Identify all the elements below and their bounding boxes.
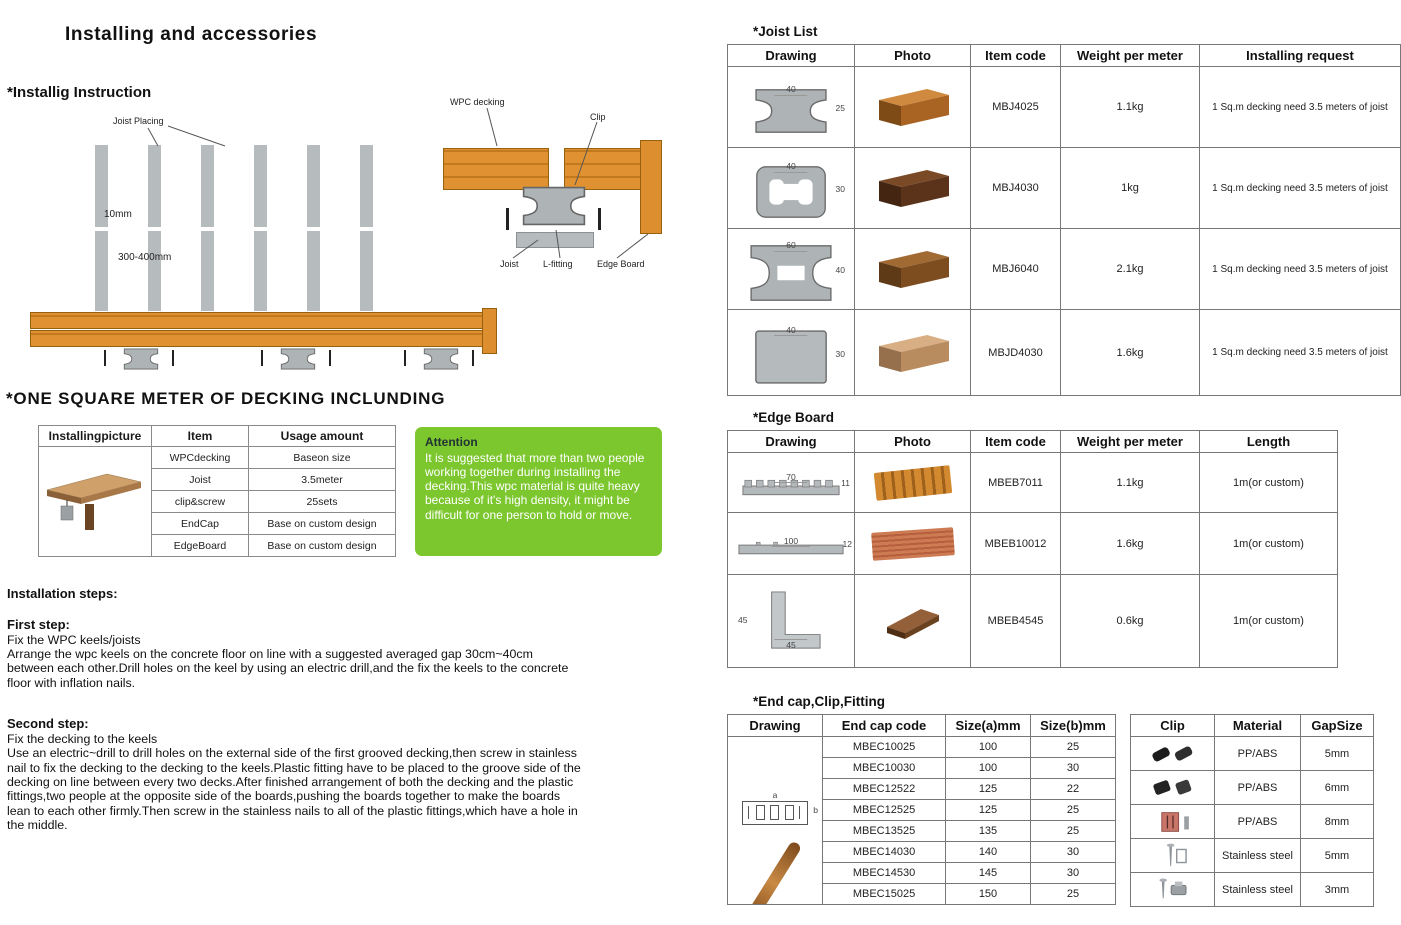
table-header-row	[728, 45, 1401, 67]
gap-300-400mm-label: 300-400mm	[118, 252, 172, 263]
dimension-height-label: 40	[835, 265, 845, 276]
table-row	[728, 148, 1401, 229]
size-b-cell: 30	[1031, 842, 1116, 863]
gapsize-cell: 5mm	[1301, 737, 1374, 771]
dimension-height-label: 45	[738, 615, 748, 626]
end-cap-code-cell: MBEC13525	[823, 821, 946, 842]
size-a-cell: 125	[946, 779, 1031, 800]
stainless-clip-photo	[1145, 842, 1201, 870]
joist-profile-drawing	[754, 329, 828, 385]
size-b-header: Size(b)mm	[1031, 715, 1116, 737]
edge-board-heading: *Edge Board	[753, 410, 835, 425]
deck-assembly-picture	[41, 464, 149, 536]
end-cap-code-cell: MBEC10025	[823, 737, 946, 758]
dimension-width-label: 40	[774, 85, 807, 96]
weight-cell: 1kg	[1061, 148, 1200, 229]
item-code-cell: MBEB4545	[971, 575, 1061, 668]
material-cell: PP/ABS	[1215, 771, 1301, 805]
second-step-body: Use an electric~drill to drill holes on the external side of the first grooved decking,then screw in stainless nail to fix the decking to the decking to the keels.Plastic fitting have to be placed to the groove side of the decking on line between every two decks.After finished arrangement of both the decking and the plastic fittings,two people at the opposite side of the boards,pushing the boards together to make the boards lean to each other firmly.Then screw in the stainless nails to all of the plastic fittings,which have a hole in the middle.	[7, 746, 581, 833]
size-a-cell: 140	[946, 842, 1031, 863]
dimension-height-label: 11	[841, 477, 850, 488]
end-cap-code-cell: MBEC15025	[823, 884, 946, 905]
gap-10mm-label: 10mm	[104, 209, 132, 220]
installing-request-cell: 1 Sq.m decking need 3.5 meters of joist	[1200, 229, 1401, 310]
weight-cell: 2.1kg	[1061, 229, 1200, 310]
photo-header: Photo	[855, 45, 971, 67]
end-cap-code-cell: MBEC14030	[823, 842, 946, 863]
clip-photo-cell	[1131, 737, 1215, 771]
installing-request-cell: 1 Sq.m decking need 3.5 meters of joist	[1200, 148, 1401, 229]
photo-cell	[855, 310, 971, 396]
gapsize-cell: 6mm	[1301, 771, 1374, 805]
page-title: Installing and accessories	[65, 24, 318, 45]
size-a-cell: 150	[946, 884, 1031, 905]
weight-cell: 1.6kg	[1061, 513, 1200, 575]
installing-request-cell: 1 Sq.m decking need 3.5 meters of joist	[1200, 67, 1401, 148]
drawing-cell	[728, 67, 855, 148]
weight-header: Weight per meter	[1061, 431, 1200, 453]
item-cell: EndCap	[152, 513, 249, 535]
size-b-cell: 22	[1031, 779, 1116, 800]
item-code-header: Item code	[971, 431, 1061, 453]
amount-cell: 3.5meter	[249, 469, 396, 491]
table-row	[1131, 873, 1374, 907]
item-code-cell: MBEB7011	[971, 453, 1061, 513]
end-cap-code-cell: MBEC12525	[823, 800, 946, 821]
table-row	[728, 67, 1401, 148]
size-a-drawing-label: a	[757, 790, 794, 802]
diagram-leader-lines	[0, 90, 700, 382]
table-row	[39, 447, 396, 469]
photo-header: Photo	[855, 431, 971, 453]
drawing-cell	[728, 575, 855, 668]
first-step-body: Arrange the wpc keels on the concrete floor on line with a suggested averaged gap 30cm~40cm between each other.Drill holes on the keel by using an electric drill,and the fix the keels to the concrete floor with inflation nails.	[7, 647, 569, 690]
installation-diagram	[0, 90, 700, 382]
photo-cell	[855, 67, 971, 148]
joist-label: Joist	[500, 259, 519, 269]
edge-board-angle-photo	[881, 599, 945, 643]
drawing-header: Drawing	[728, 431, 855, 453]
clip-photo-cell	[1131, 805, 1215, 839]
table-header-row	[728, 431, 1338, 453]
dimension-height-label: 12	[842, 538, 852, 549]
installation-steps	[7, 586, 582, 833]
length-header: Length	[1200, 431, 1338, 453]
table-row	[1131, 771, 1374, 805]
wpc-decking-label: WPC decking	[450, 97, 505, 107]
amount-cell: 25sets	[249, 491, 396, 513]
joist-list-table	[727, 44, 1401, 396]
photo-cell	[855, 453, 971, 513]
gapsize-cell: 3mm	[1301, 873, 1374, 907]
drawing-header: Drawing	[728, 45, 855, 67]
table-row	[728, 737, 1116, 758]
joist-profile-drawing	[754, 165, 828, 219]
size-a-header: Size(a)mm	[946, 715, 1031, 737]
usage-amount-header: Usage amount	[249, 426, 396, 447]
joist-photo	[871, 246, 955, 292]
table-header-row	[728, 715, 1116, 737]
drawing-cell	[728, 229, 855, 310]
joist-list-heading: *Joist List	[753, 24, 818, 39]
item-code-cell: MBJ4030	[971, 148, 1061, 229]
edge-board-table	[727, 430, 1338, 668]
l-fitting-label: L-fitting	[543, 259, 573, 269]
end-cap-heading: *End cap,Clip,Fitting	[753, 694, 885, 709]
weight-cell: 1.6kg	[1061, 310, 1200, 396]
plastic-clip-with-screw-photo	[1145, 808, 1201, 836]
size-b-cell: 30	[1031, 863, 1116, 884]
dimension-height-label: 30	[835, 183, 845, 194]
item-cell: Joist	[152, 469, 249, 491]
installing-picture-cell	[39, 447, 152, 557]
size-a-cell: 100	[946, 737, 1031, 758]
weight-cell: 1.1kg	[1061, 453, 1200, 513]
attention-title: Attention	[425, 435, 478, 449]
weight-header: Weight per meter	[1061, 45, 1200, 67]
clip-photo-cell	[1131, 839, 1215, 873]
edge-board-label: Edge Board	[597, 259, 645, 269]
material-header: Material	[1215, 715, 1301, 737]
material-cell: Stainless steel	[1215, 873, 1301, 907]
end-cap-code-cell: MBEC10030	[823, 758, 946, 779]
size-b-cell: 25	[1031, 737, 1116, 758]
one-sqm-heading: *ONE SQUARE METER OF DECKING INCLUNDING	[6, 389, 446, 408]
table-row	[728, 453, 1338, 513]
photo-cell	[855, 229, 971, 310]
dimension-height-label: 30	[835, 348, 845, 359]
table-row	[728, 310, 1401, 396]
end-cap-table	[727, 714, 1116, 905]
end-cap-code-cell: MBEC14530	[823, 863, 946, 884]
dimension-width-label: 70	[774, 473, 807, 484]
table-row	[728, 513, 1338, 575]
size-b-cell: 30	[1031, 758, 1116, 779]
table-header-row	[1131, 715, 1374, 737]
attention-body: It is suggested that more than two people working together during installing the decking.This wpc material is quite heavy because of it's high density, it might be difficult for one person to hold or move.	[425, 451, 645, 522]
length-cell: 1m(or custom)	[1200, 453, 1338, 513]
second-step-heading: Second step:	[7, 716, 89, 732]
size-a-cell: 145	[946, 863, 1031, 884]
stainless-clip-with-screw-photo	[1145, 876, 1201, 904]
table-row	[1131, 737, 1374, 771]
dimension-width-label: 45	[774, 639, 807, 650]
plastic-clip-photo	[1145, 775, 1201, 801]
item-code-cell: MBEB10012	[971, 513, 1061, 575]
photo-cell	[855, 575, 971, 668]
dimension-height-label: 25	[835, 102, 845, 113]
material-cell: Stainless steel	[1215, 839, 1301, 873]
dimension-width-label: 60	[774, 241, 807, 252]
installing-picture-header: Installingpicture	[39, 426, 152, 447]
clip-label: Clip	[590, 112, 606, 122]
item-code-cell: MBJD4030	[971, 310, 1061, 396]
installation-steps-heading: Installation steps:	[7, 586, 118, 601]
drawing-cell	[728, 148, 855, 229]
size-b-cell: 25	[1031, 884, 1116, 905]
drawing-cell	[728, 453, 855, 513]
drawing-header: Drawing	[728, 715, 823, 737]
joist-photo	[871, 165, 955, 211]
second-step-subtitle: Fix the decking to the keels	[7, 732, 158, 747]
drawing-cell	[728, 513, 855, 575]
gapsize-cell: 5mm	[1301, 839, 1374, 873]
first-step-heading: First step:	[7, 617, 70, 632]
size-a-cell: 135	[946, 821, 1031, 842]
photo-cell	[855, 513, 971, 575]
dimension-width-label: 40	[774, 162, 807, 173]
size-a-cell: 100	[946, 758, 1031, 779]
item-cell: EdgeBoard	[152, 535, 249, 557]
table-header-row	[39, 426, 396, 447]
table-row	[1131, 805, 1374, 839]
joist-photo	[871, 330, 955, 376]
joist-profile-drawing	[749, 244, 833, 302]
size-b-drawing-label: b	[813, 804, 818, 815]
gapsize-cell: 8mm	[1301, 805, 1374, 839]
length-cell: 1m(or custom)	[1200, 575, 1338, 668]
including-table	[38, 425, 396, 557]
item-code-cell: MBJ6040	[971, 229, 1061, 310]
material-cell: PP/ABS	[1215, 805, 1301, 839]
table-row	[728, 229, 1401, 310]
clip-photo-cell	[1131, 771, 1215, 805]
end-cap-line-drawing	[742, 801, 808, 825]
installing-request-cell: 1 Sq.m decking need 3.5 meters of joist	[1200, 310, 1401, 396]
gapsize-header: GapSize	[1301, 715, 1374, 737]
material-cell: PP/ABS	[1215, 737, 1301, 771]
clip-photo-cell	[1131, 873, 1215, 907]
end-cap-code-header: End cap code	[823, 715, 946, 737]
size-a-cell: 125	[946, 800, 1031, 821]
size-b-cell: 25	[1031, 800, 1116, 821]
first-step-subtitle: Fix the WPC keels/joists	[7, 633, 141, 647]
table-row	[1131, 839, 1374, 873]
item-cell: WPCdecking	[152, 447, 249, 469]
item-cell: clip&screw	[152, 491, 249, 513]
joist-placing-label: Joist Placing	[113, 116, 164, 126]
dimension-width-label: 100	[772, 537, 810, 548]
weight-cell: 0.6kg	[1061, 575, 1200, 668]
end-cap-drawing-cell	[728, 737, 823, 905]
dimension-width-label: 40	[774, 326, 807, 337]
weight-cell: 1.1kg	[1061, 67, 1200, 148]
installing-request-header: Installing request	[1200, 45, 1401, 67]
clip-table	[1130, 714, 1374, 907]
edge-board-photo	[873, 465, 952, 501]
plastic-clip-photo	[1145, 741, 1201, 767]
item-header: Item	[152, 426, 249, 447]
install-instruction-heading: *Installig Instruction	[7, 84, 152, 101]
size-b-cell: 25	[1031, 821, 1116, 842]
item-code-cell: MBJ4025	[971, 67, 1061, 148]
joist-photo	[871, 84, 955, 130]
end-cap-photo	[748, 840, 803, 905]
table-row	[728, 575, 1338, 668]
drawing-cell	[728, 310, 855, 396]
item-code-header: Item code	[971, 45, 1061, 67]
amount-cell: Baseon size	[249, 447, 396, 469]
edge-board-photo	[871, 527, 955, 561]
amount-cell: Base on custom design	[249, 535, 396, 557]
end-cap-code-cell: MBEC12522	[823, 779, 946, 800]
clip-header: Clip	[1131, 715, 1215, 737]
length-cell: 1m(or custom)	[1200, 513, 1338, 575]
photo-cell	[855, 148, 971, 229]
amount-cell: Base on custom design	[249, 513, 396, 535]
attention-box	[415, 427, 662, 556]
